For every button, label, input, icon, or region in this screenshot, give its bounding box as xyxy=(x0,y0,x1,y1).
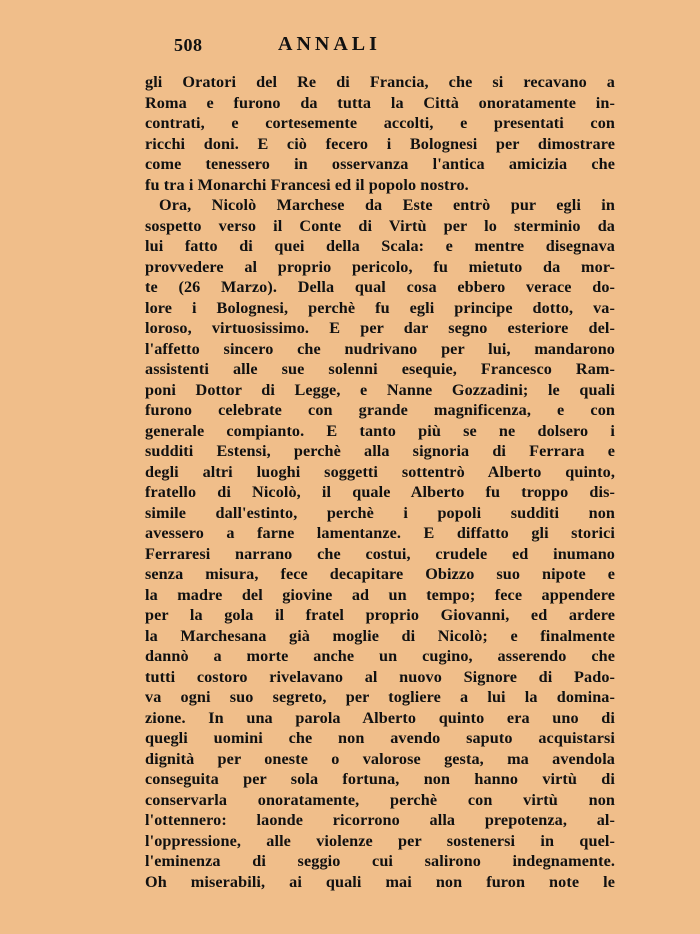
text-line: l'eminenza di seggio cui salirono indegnamente. xyxy=(145,852,615,870)
text-line: provvedere al proprio pericolo, fu mietuto da mor- xyxy=(145,257,615,276)
text-line: la Marchesana già moglie di Nicolò; e finalmente xyxy=(145,626,615,645)
text-line: zione. In una parola Alberto quinto era uno di xyxy=(145,708,615,727)
text-line: degli altri luoghi soggetti sottentrò Alberto quinto, xyxy=(145,462,615,481)
text-line: lore i Bolognesi, perchè fu egli principe dotto, va- xyxy=(145,298,615,317)
text-line: poni Dottor di Legge, e Nanne Gozzadini; le quali xyxy=(145,380,615,399)
text-line: Ferraresi narrano che costui, crudele ed inumano xyxy=(145,544,615,563)
text-line: come tenessero in osservanza l'antica amicizia che xyxy=(145,155,615,173)
text-line: per la gola il fratel proprio Giovanni, ed ardere xyxy=(145,606,615,624)
text-line: Roma e furono da tutta la Città onoratamente in- xyxy=(145,93,615,112)
text-line: la madre del giovine ad un tempo; fece appendere xyxy=(145,585,615,604)
text-line: assistenti alle sue solenni esequie, Francesco Ram- xyxy=(145,360,615,378)
text-line: l'ottennero: laonde ricorrono alla prepotenza, al- xyxy=(145,811,615,829)
text-line: fratello di Nicolò, il quale Alberto fu troppo dis- xyxy=(145,483,615,501)
text-line: te (26 Marzo). Della qual cosa ebbero verace do- xyxy=(145,278,615,296)
text-line: dignità per oneste o valorose gesta, ma avendola xyxy=(145,749,615,768)
body-text xyxy=(145,72,615,892)
text-line: Ora, Nicolò Marchese da Este entrò pur egli in xyxy=(159,196,615,214)
text-line: l'oppressione, alle violenze per sostenersi in quel- xyxy=(145,831,615,850)
text-line: ricchi doni. E ciò fecero i Bolognesi per dimostrare xyxy=(145,134,615,153)
text-line: quegli uomini che non avendo saputo acquistarsi xyxy=(145,729,615,747)
page-header xyxy=(170,32,470,62)
text-line: generale compianto. E tanto più se ne dolsero i xyxy=(145,421,615,440)
text-line: conseguita per sola fortuna, non hanno virtù di xyxy=(145,770,615,788)
text-line: contrati, e cortesemente accolti, e presentati con xyxy=(145,114,615,132)
text-line: senza misura, fece decapitare Obizzo suo nipote e xyxy=(145,565,615,583)
page-number: 508 xyxy=(174,35,203,55)
text-line: fu tra i Monarchi Francesi ed il popolo nostro. xyxy=(145,175,469,194)
text-line: loroso, virtuosissimo. E per dar segno esteriore del- xyxy=(145,319,615,337)
text-line: lui fatto di quei della Scala: e mentre disegnava xyxy=(145,237,615,255)
text-line: furono celebrate con grande magnificenza, e con xyxy=(145,401,615,419)
running-title: ANNALI xyxy=(278,33,381,55)
text-line: simile dall'estinto, perchè i popoli sudditi non xyxy=(145,503,615,522)
text-line: l'affetto sincero che nudrivano per lui, mandarono xyxy=(145,339,615,358)
text-line: conservarla onoratamente, perchè con virtù non xyxy=(145,790,615,809)
text-line: sudditi Estensi, perchè alla signoria di Ferrara e xyxy=(145,442,615,460)
text-line: avessero a farne lamentanze. E diffatto gli storici xyxy=(145,524,615,542)
text-line: sospetto verso il Conte di Virtù per lo sterminio da xyxy=(145,216,615,235)
text-line: gli Oratori del Re di Francia, che si recavano a xyxy=(145,73,615,91)
text-line: tutti costoro rivelavano al nuovo Signore di Pado- xyxy=(145,667,615,686)
text-line: va ogni suo segreto, per togliere a lui la domina- xyxy=(145,688,615,706)
text-line: dannò a morte anche un cugino, asserendo che xyxy=(145,647,615,665)
text-line: Oh miserabili, ai quali mai non furon note le xyxy=(145,872,615,891)
